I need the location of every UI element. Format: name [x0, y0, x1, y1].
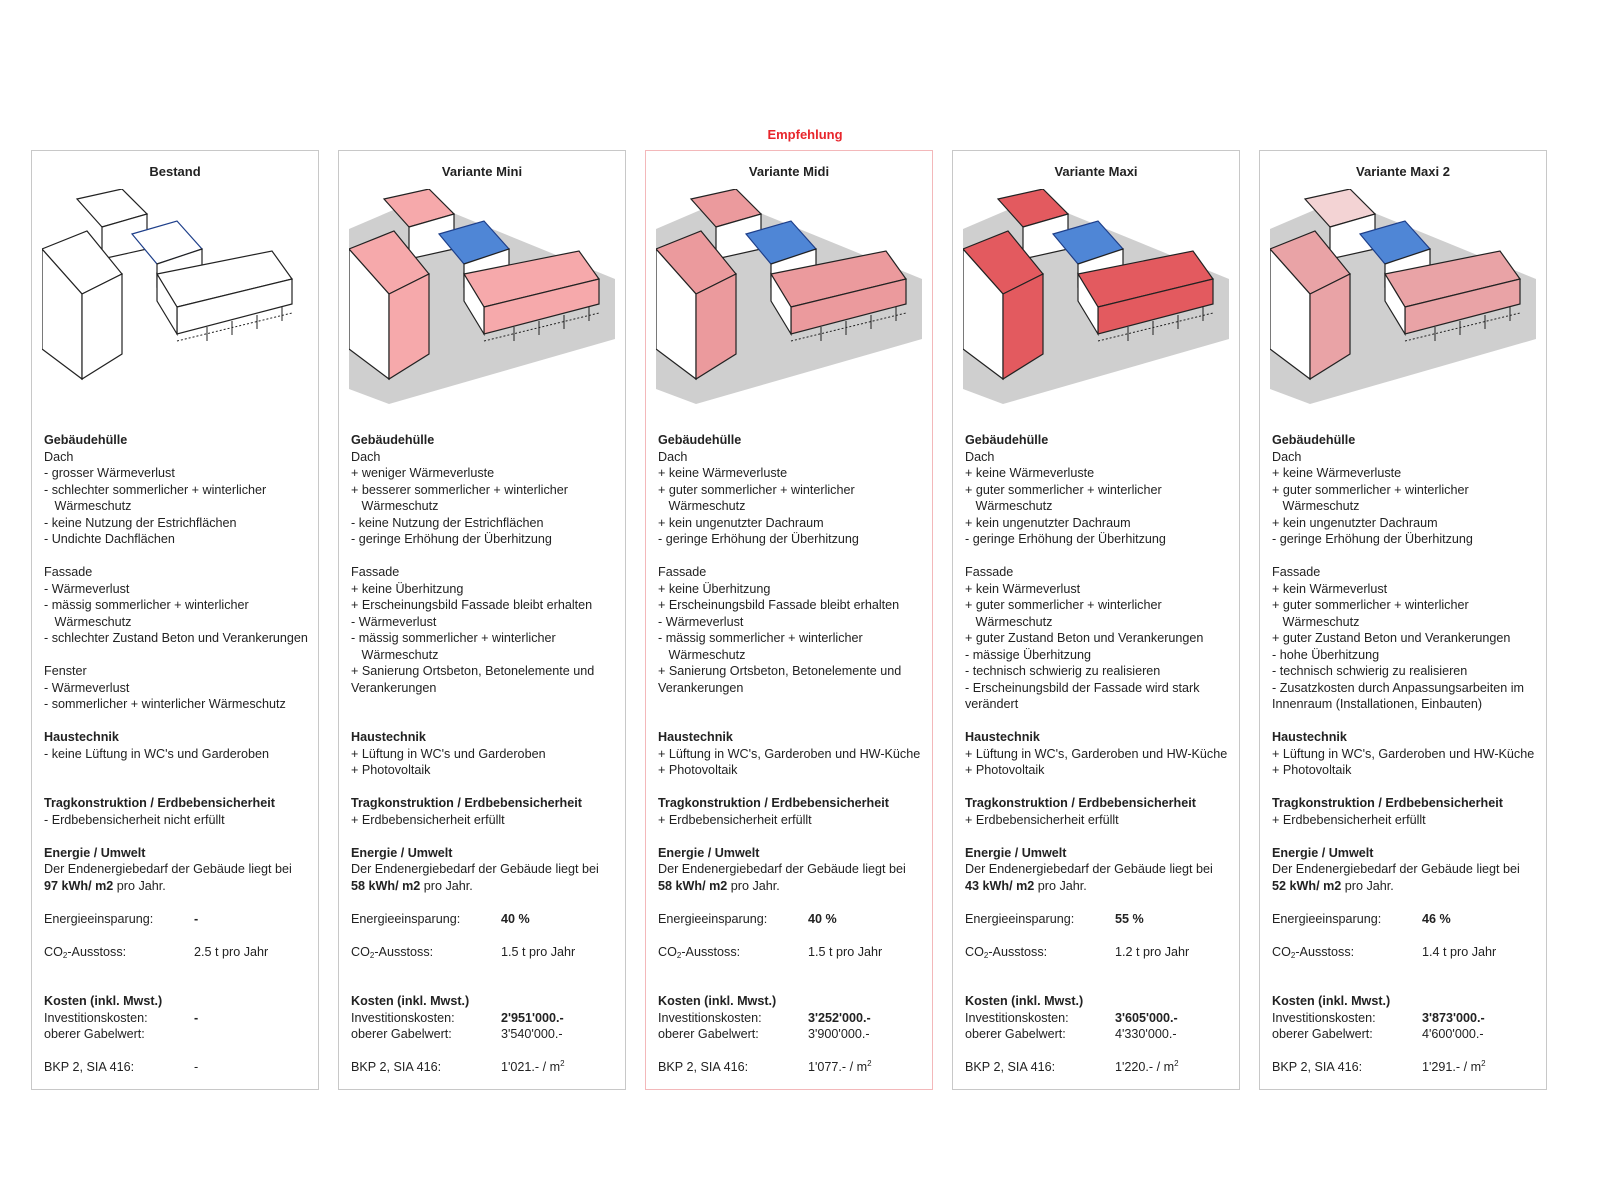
spacer — [965, 779, 1235, 796]
text-line: - mässig sommerlicher + winterlicher — [658, 631, 863, 645]
variant-title: Bestand — [149, 164, 201, 179]
energy-demand: 58 kWh/ m2 pro Jahr. — [351, 878, 473, 893]
spacer — [658, 713, 928, 730]
variant-column — [645, 150, 933, 1090]
investment-row — [351, 1010, 621, 1027]
section-heading: Energie / Umwelt — [44, 845, 146, 860]
co2-row — [965, 944, 1235, 961]
energy-savings-value: 40 % — [501, 911, 530, 926]
text-line: - Undichte Dachflächen — [44, 532, 175, 546]
energy-savings-value: 55 % — [1115, 911, 1144, 926]
building-drawing — [42, 189, 308, 404]
text-line: Der Endenergiebedarf der Gebäude liegt bei — [1272, 862, 1520, 876]
section-heading: Haustechnik — [1272, 730, 1347, 744]
spacer — [44, 960, 314, 977]
bkp-row — [351, 1059, 621, 1076]
section-heading: Tragkonstruktion / Erdbebensicherheit — [658, 796, 889, 810]
text-line: + guter sommerlicher + winterlicher — [965, 598, 1162, 612]
text-line: + kein ungenutzter Dachraum — [658, 515, 824, 530]
text-line: - schlechter Zustand Beton und Verankerungen — [44, 631, 308, 645]
spacer — [1272, 1043, 1542, 1060]
text-line: + guter Zustand Beton und Verankerungen — [1272, 631, 1511, 645]
text-line: - geringe Erhöhung der Überhitzung — [658, 532, 859, 546]
bkp-row — [658, 1059, 928, 1076]
bkp-value: - — [194, 1060, 199, 1074]
energy-demand: 43 kWh/ m2 pro Jahr. — [965, 878, 1087, 893]
upper-bound-label: oberer Gabelwert: — [658, 1027, 759, 1041]
text-line: Fassade — [965, 565, 1014, 579]
spacer — [658, 960, 928, 977]
energy-savings-value: 46 % — [1422, 911, 1451, 926]
text-line: Wärmeschutz — [658, 499, 746, 513]
spacer — [351, 713, 621, 730]
bkp-label: BKP 2, SIA 416: — [44, 1060, 135, 1074]
text-line: - hohe Überhitzung — [1272, 647, 1380, 662]
energy-demand: 58 kWh/ m2 pro Jahr. — [658, 878, 780, 893]
text-line: Der Endenergiebedarf der Gebäude liegt bei — [44, 862, 292, 876]
text-line: - sommerlicher + winterlicher Wärmeschutz — [44, 697, 286, 711]
energy-value: 58 kWh/ m2 — [658, 878, 728, 893]
co2-value: 1.2 t pro Jahr — [1115, 944, 1190, 959]
text-line: - Wärmeverlust — [658, 614, 744, 629]
energy-demand: 97 kWh/ m2 pro Jahr. — [44, 878, 166, 893]
text-line: verändert — [965, 697, 1019, 711]
co2-label: $CO_2$-Ausstoss: — [658, 944, 741, 960]
spacer — [44, 927, 314, 944]
variant-description — [1272, 432, 1542, 1076]
section-heading: Gebäudehülle — [1272, 433, 1356, 447]
spacer — [44, 1043, 314, 1060]
variant-column — [338, 150, 626, 1090]
costs-heading: Kosten (inkl. Mwst.) — [658, 994, 777, 1008]
co2-subscript: 2 — [676, 950, 682, 960]
text-line: + Erdbebensicherheit erfüllt — [351, 812, 505, 827]
section-heading: Haustechnik — [351, 730, 426, 744]
co2-label: $CO_2$-Ausstoss: — [44, 944, 127, 960]
energy-value: 58 kWh/ m2 — [351, 878, 421, 893]
text-line: Verankerungen — [351, 680, 437, 695]
co2-subscript: 2 — [983, 950, 989, 960]
upper-bound-row — [1272, 1026, 1542, 1043]
text-line: - mässig sommerlicher + winterlicher — [44, 598, 249, 612]
text-line: Wärmeschutz — [658, 647, 746, 662]
variant-title: Variante Maxi 2 — [1356, 164, 1450, 179]
energy-savings-value: - — [194, 911, 199, 926]
spacer — [658, 548, 928, 565]
spacer — [351, 696, 621, 713]
text-line: - mässige Überhitzung — [965, 647, 1091, 662]
upper-bound-row — [351, 1026, 621, 1043]
bkp-unit-exponent: 2 — [1481, 1059, 1486, 1068]
spacer — [965, 1043, 1235, 1060]
text-line: - keine Nutzung der Estrichflächen — [351, 515, 544, 530]
text-line: Fenster — [44, 664, 87, 678]
energy-savings-label: Energieeinsparung: — [965, 911, 1075, 926]
energy-savings-label: Energieeinsparung: — [351, 911, 461, 926]
text-line: Wärmeschutz — [1272, 614, 1360, 629]
text-line: + keine Überhitzung — [351, 581, 464, 596]
section-heading: Haustechnik — [658, 730, 733, 744]
text-line: + guter sommerlicher + winterlicher — [965, 482, 1162, 497]
text-line: - Wärmeverlust — [44, 581, 130, 596]
upper-bound-value: 4'600'000.- — [1422, 1027, 1484, 1041]
text-line: Wärmeschutz — [44, 614, 132, 629]
bkp-value: $1'077.- / m^2$ — [808, 1059, 872, 1074]
co2-value: 1.5 t pro Jahr — [501, 944, 576, 959]
building-illustration — [963, 189, 1229, 404]
text-line: + Sanierung Ortsbeton, Betonelemente und — [658, 664, 902, 678]
text-line: + kein Wärmeverlust — [965, 581, 1081, 596]
variant-column — [952, 150, 1240, 1090]
bkp-label: BKP 2, SIA 416: — [1272, 1060, 1363, 1074]
section-heading: Energie / Umwelt — [351, 845, 453, 860]
energy-savings-label: Energieeinsparung: — [44, 911, 154, 926]
co2-label: $CO_2$-Ausstoss: — [1272, 944, 1355, 960]
variant-description — [658, 432, 928, 1076]
text-line: Verankerungen — [658, 680, 744, 695]
section-heading: Haustechnik — [44, 730, 119, 744]
text-line: + Photovoltaik — [351, 763, 431, 777]
spacer — [1272, 977, 1542, 994]
energy-savings-row — [1272, 911, 1542, 928]
energy-savings-row — [658, 911, 928, 928]
upper-bound-row — [965, 1026, 1235, 1043]
spacer — [658, 779, 928, 796]
text-line: Fassade — [44, 565, 93, 579]
section-heading: Energie / Umwelt — [965, 845, 1067, 860]
text-line: - Wärmeverlust — [44, 680, 130, 695]
text-line: - Zusatzkosten durch Anpassungsarbeiten im — [1272, 680, 1525, 695]
bkp-unit-exponent: 2 — [867, 1059, 872, 1068]
section-heading: Tragkonstruktion / Erdbebensicherheit — [351, 796, 582, 810]
text-line: + keine Wärmeverluste — [658, 466, 788, 480]
spacer — [44, 828, 314, 845]
text-line: Der Endenergiebedarf der Gebäude liegt bei — [351, 862, 599, 876]
text-line: Dach — [1272, 449, 1302, 464]
spacer — [965, 894, 1235, 911]
energy-value: 52 kWh/ m2 — [1272, 878, 1342, 893]
text-line: + Lüftung in WC's, Garderoben und HW-Küche — [965, 746, 1228, 761]
spacer — [351, 927, 621, 944]
text-line: - technisch schwierig zu realisieren — [965, 664, 1161, 678]
building-drawing — [963, 189, 1229, 404]
text-line: + Lüftung in WC's, Garderoben und HW-Küche — [1272, 746, 1535, 761]
investment-row — [658, 1010, 928, 1027]
variant-title: Variante Maxi — [1054, 164, 1138, 179]
text-line: + guter sommerlicher + winterlicher — [1272, 482, 1469, 497]
text-line: - geringe Erhöhung der Überhitzung — [351, 532, 552, 546]
co2-value: 2.5 t pro Jahr — [194, 944, 269, 959]
building-drawing — [656, 189, 922, 404]
co2-row — [658, 944, 928, 961]
bkp-label: BKP 2, SIA 416: — [965, 1060, 1056, 1074]
text-line: + Lüftung in WC's, Garderoben und HW-Küche — [658, 746, 921, 761]
investment-row — [1272, 1010, 1542, 1027]
text-line: + kein Wärmeverlust — [1272, 581, 1388, 596]
energy-savings-row — [351, 911, 621, 928]
co2-subscript: 2 — [369, 950, 375, 960]
section-heading: Gebäudehülle — [658, 433, 742, 447]
section-heading: Gebäudehülle — [965, 433, 1049, 447]
text-line: Fassade — [351, 565, 400, 579]
spacer — [658, 828, 928, 845]
text-line: - geringe Erhöhung der Überhitzung — [1272, 532, 1473, 546]
bkp-value: $1'291.- / m^2$ — [1422, 1059, 1486, 1074]
energy-savings-row — [44, 911, 314, 928]
spacer — [658, 1043, 928, 1060]
text-line: Dach — [351, 449, 381, 464]
text-line: Wärmeschutz — [1272, 499, 1360, 513]
section-heading: Haustechnik — [965, 730, 1040, 744]
energy-savings-label: Energieeinsparung: — [658, 911, 768, 926]
text-line: + kein ungenutzter Dachraum — [1272, 515, 1438, 530]
co2-row — [1272, 944, 1542, 961]
text-line: + guter sommerlicher + winterlicher — [1272, 598, 1469, 612]
energy-demand: 52 kWh/ m2 pro Jahr. — [1272, 878, 1394, 893]
text-line: + keine Wärmeverluste — [1272, 466, 1402, 480]
upper-bound-label: oberer Gabelwert: — [44, 1027, 145, 1041]
text-line: + kein ungenutzter Dachraum — [965, 515, 1131, 530]
section-heading: Tragkonstruktion / Erdbebensicherheit — [1272, 796, 1503, 810]
upper-bound-label: oberer Gabelwert: — [965, 1027, 1066, 1041]
text-line: Fassade — [658, 565, 707, 579]
co2-subscript: 2 — [62, 950, 68, 960]
spacer — [1272, 960, 1542, 977]
upper-bound-label: oberer Gabelwert: — [1272, 1027, 1373, 1041]
text-line: + Erdbebensicherheit erfüllt — [1272, 812, 1426, 827]
section-heading: Gebäudehülle — [44, 433, 128, 447]
text-line: + guter Zustand Beton und Verankerungen — [965, 631, 1204, 645]
section-heading: Energie / Umwelt — [1272, 845, 1374, 860]
spacer — [351, 977, 621, 994]
text-line: + keine Wärmeverluste — [965, 466, 1095, 480]
energy-savings-label: Energieeinsparung: — [1272, 911, 1382, 926]
spacer — [965, 960, 1235, 977]
upper-bound-label: oberer Gabelwert: — [351, 1027, 452, 1041]
text-line: Wärmeschutz — [44, 499, 132, 513]
section-heading: Tragkonstruktion / Erdbebensicherheit — [965, 796, 1196, 810]
text-line: + Erscheinungsbild Fassade bleibt erhalten — [658, 598, 900, 612]
text-line: + Erdbebensicherheit erfüllt — [658, 812, 812, 827]
text-line: - mässig sommerlicher + winterlicher — [351, 631, 556, 645]
recommendation-label: Empfehlung — [767, 127, 843, 142]
bkp-unit-exponent: 2 — [1174, 1059, 1179, 1068]
variant-title: Variante Mini — [441, 164, 523, 179]
text-line: - schlechter sommerlicher + winterlicher — [44, 482, 267, 497]
text-line: - Erdbebensicherheit nicht erfüllt — [44, 812, 225, 827]
co2-label: $CO_2$-Ausstoss: — [351, 944, 434, 960]
text-line: - geringe Erhöhung der Überhitzung — [965, 532, 1166, 546]
spacer — [1272, 779, 1542, 796]
bkp-unit-exponent: 2 — [560, 1059, 565, 1068]
costs-heading: Kosten (inkl. Mwst.) — [965, 994, 1084, 1008]
text-line: - Erscheinungsbild der Fassade wird stark — [965, 680, 1200, 695]
spacer — [351, 1043, 621, 1060]
bkp-label: BKP 2, SIA 416: — [658, 1060, 749, 1074]
energy-savings-value: 40 % — [808, 911, 837, 926]
text-line: + Photovoltaik — [658, 763, 738, 777]
spacer — [351, 548, 621, 565]
investment-value: 3'873'000.- — [1422, 1010, 1485, 1025]
spacer — [965, 713, 1235, 730]
text-line: + keine Überhitzung — [658, 581, 771, 596]
spacer — [44, 713, 314, 730]
text-line: Innenraum (Installationen, Einbauten) — [1272, 697, 1483, 711]
text-line: - keine Lüftung in WC's und Garderoben — [44, 746, 270, 761]
bkp-row — [965, 1059, 1235, 1076]
spacer — [44, 894, 314, 911]
building-illustration — [1270, 189, 1536, 404]
spacer — [44, 977, 314, 994]
text-line: + Erdbebensicherheit erfüllt — [965, 812, 1119, 827]
text-line: Wärmeschutz — [351, 647, 439, 662]
text-line: Wärmeschutz — [965, 499, 1053, 513]
text-line: - grosser Wärmeverlust — [44, 466, 175, 480]
costs-heading: Kosten (inkl. Mwst.) — [351, 994, 470, 1008]
spacer — [965, 548, 1235, 565]
section-heading: Gebäudehülle — [351, 433, 435, 447]
spacer — [658, 977, 928, 994]
spacer — [351, 828, 621, 845]
investment-label: Investitionskosten: — [965, 1010, 1069, 1025]
building-illustration — [656, 189, 922, 404]
investment-value: 3'252'000.- — [808, 1010, 871, 1025]
energy-savings-row — [965, 911, 1235, 928]
investment-label: Investitionskosten: — [1272, 1010, 1376, 1025]
investment-label: Investitionskosten: — [44, 1010, 148, 1025]
bkp-value: $1'021.- / m^2$ — [501, 1059, 565, 1074]
upper-bound-value: 4'330'000.- — [1115, 1027, 1177, 1041]
text-line: + weniger Wärmeverluste — [351, 466, 495, 480]
energy-value: 43 kWh/ m2 — [965, 878, 1035, 893]
text-line: + guter sommerlicher + winterlicher — [658, 482, 855, 497]
co2-value: 1.4 t pro Jahr — [1422, 944, 1497, 959]
text-line: - technisch schwierig zu realisieren — [1272, 664, 1468, 678]
bkp-row — [1272, 1059, 1542, 1076]
text-line: + Sanierung Ortsbeton, Betonelemente und — [351, 664, 595, 678]
text-line: Wärmeschutz — [351, 499, 439, 513]
building-illustration — [42, 189, 308, 404]
spacer — [965, 828, 1235, 845]
spacer — [1272, 927, 1542, 944]
text-line: Dach — [658, 449, 688, 464]
spacer — [44, 762, 314, 779]
co2-value: 1.5 t pro Jahr — [808, 944, 883, 959]
variant-column — [1259, 150, 1547, 1090]
upper-bound-row — [658, 1026, 928, 1043]
upper-bound-value: 3'540'000.- — [501, 1027, 563, 1041]
spacer — [1272, 713, 1542, 730]
investment-value: 3'605'000.- — [1115, 1010, 1178, 1025]
text-line: + besserer sommerlicher + winterlicher — [351, 482, 568, 497]
spacer — [1272, 548, 1542, 565]
building-drawing — [1270, 189, 1536, 404]
variant-description — [965, 432, 1235, 1076]
spacer — [44, 647, 314, 664]
co2-label: $CO_2$-Ausstoss: — [965, 944, 1048, 960]
section-heading: Energie / Umwelt — [658, 845, 760, 860]
text-line: + Photovoltaik — [1272, 763, 1352, 777]
investment-label: Investitionskosten: — [658, 1010, 762, 1025]
text-line: Dach — [965, 449, 995, 464]
investment-row — [44, 1010, 314, 1027]
spacer — [351, 960, 621, 977]
co2-subscript: 2 — [1290, 950, 1296, 960]
costs-heading: Kosten (inkl. Mwst.) — [44, 994, 163, 1008]
variant-description — [44, 432, 314, 1076]
spacer — [965, 927, 1235, 944]
bkp-label: BKP 2, SIA 416: — [351, 1060, 442, 1074]
text-line: - keine Nutzung der Estrichflächen — [44, 515, 237, 530]
spacer — [1272, 894, 1542, 911]
bkp-row — [44, 1059, 314, 1076]
variant-column — [31, 150, 319, 1090]
text-line: + Photovoltaik — [965, 763, 1045, 777]
co2-row — [351, 944, 621, 961]
text-line: Der Endenergiebedarf der Gebäude liegt bei — [965, 862, 1213, 876]
investment-row — [965, 1010, 1235, 1027]
investment-value: - — [194, 1010, 199, 1025]
text-line: Fassade — [1272, 565, 1321, 579]
spacer — [351, 894, 621, 911]
investment-value: 2'951'000.- — [501, 1010, 564, 1025]
text-line: + Lüftung in WC's und Garderoben — [351, 746, 546, 761]
text-line: Wärmeschutz — [965, 614, 1053, 629]
costs-heading: Kosten (inkl. Mwst.) — [1272, 994, 1391, 1008]
energy-value: 97 kWh/ m2 — [44, 878, 114, 893]
variant-description — [351, 432, 621, 1076]
spacer — [658, 894, 928, 911]
spacer — [658, 927, 928, 944]
spacer — [1272, 828, 1542, 845]
text-line: - Wärmeverlust — [351, 614, 437, 629]
investment-label: Investitionskosten: — [351, 1010, 455, 1025]
variant-title: Variante Midi — [748, 164, 830, 179]
text-line: + Erscheinungsbild Fassade bleibt erhalten — [351, 598, 593, 612]
text-line: Dach — [44, 449, 74, 464]
spacer — [658, 696, 928, 713]
bkp-value: $1'220.- / m^2$ — [1115, 1059, 1179, 1074]
text-line: Der Endenergiebedarf der Gebäude liegt bei — [658, 862, 906, 876]
spacer — [965, 977, 1235, 994]
upper-bound-row — [44, 1026, 314, 1043]
building-illustration — [349, 189, 615, 404]
upper-bound-value: 3'900'000.- — [808, 1027, 870, 1041]
section-heading: Tragkonstruktion / Erdbebensicherheit — [44, 796, 275, 810]
spacer — [351, 779, 621, 796]
spacer — [44, 779, 314, 796]
building-drawing — [349, 189, 615, 404]
spacer — [44, 548, 314, 565]
co2-row — [44, 944, 314, 961]
